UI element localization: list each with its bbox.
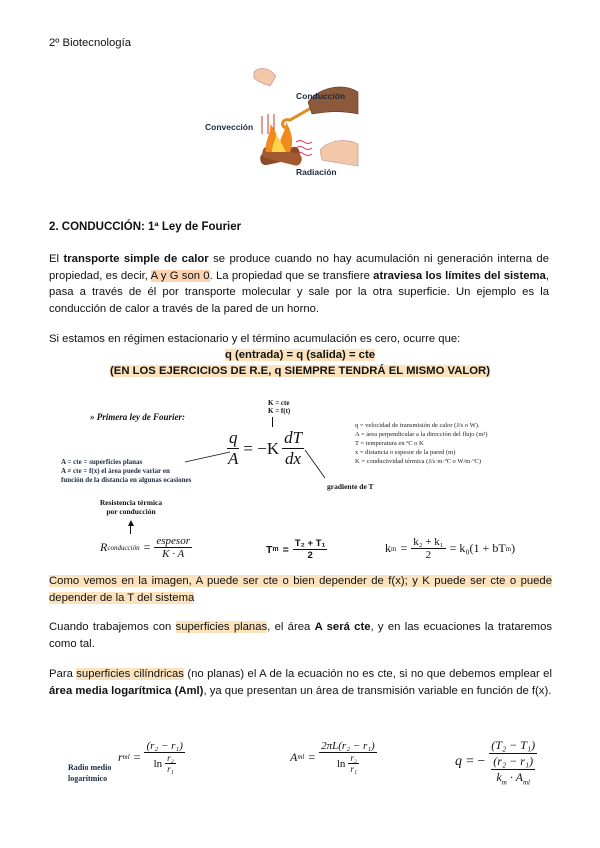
intro-paragraph — [49, 251, 549, 317]
q-result-var: q — [455, 754, 462, 770]
km-num: k₂ + k₁ — [413, 536, 444, 548]
figure-caption — [49, 573, 552, 606]
rml-sub: ml — [122, 753, 130, 761]
resistance-line-2: por conducción — [106, 507, 156, 516]
resistance-equation: R conducción = $\frac{\text{espesor}}{K \cdot A}$ — [100, 535, 190, 560]
text-run: , ya que presentan un área de transmisión variable en función de f(x). — [203, 684, 552, 697]
km-sym: k — [496, 770, 502, 784]
rml-var: r — [118, 749, 123, 764]
r1-var: r₁ — [167, 764, 174, 774]
gradient-label: gradiente de T — [327, 482, 374, 491]
radio-medio-label — [68, 762, 111, 784]
km-den: 2 — [425, 549, 432, 561]
r-den: K · A — [162, 548, 185, 560]
bold-run: A será cte — [314, 621, 371, 633]
hand-shape — [254, 69, 276, 86]
dt-var: dT — [284, 428, 303, 447]
r-sub: conducción — [107, 543, 140, 552]
text-run: Cuando trabajemos con — [49, 621, 176, 633]
text-run: , el área — [267, 621, 315, 633]
text-run: (no planas) el A de la ecuación no es cte, si no que debemos emplear el — [183, 668, 552, 680]
planas-paragraph — [49, 619, 552, 652]
stationary-note: (EN LOS EJERCICIOS DE R.E, q SIEMPRE TENDRÁ EL MISMO VALOR) — [110, 365, 490, 377]
resistance-arrow-line — [130, 526, 131, 534]
area-notes — [61, 458, 191, 485]
fourier-legend — [355, 421, 555, 466]
radio-line-1: Radio medio — [68, 763, 112, 772]
heat-transfer-illustration — [200, 64, 360, 184]
aml-den — [335, 753, 361, 774]
area-arrow — [185, 452, 230, 462]
highlight-run: superficies cilíndricas — [76, 668, 184, 680]
rml-equation: r ml = (r₂ − r₁) ln $\frac{\text{r₂}}{\text{r₁}}$ — [118, 740, 183, 774]
q-num: (T₂ − T₁) — [491, 738, 536, 752]
text-run: . La propiedad que se transfiere — [209, 269, 374, 282]
k-cte: K = cte — [268, 399, 290, 407]
radiation-waves — [296, 141, 312, 156]
rml-den — [152, 753, 178, 774]
km-equation: k m = $\frac{\text{k₂ + k₁}}{2}$ = k₀(1 + bT m ) — [385, 536, 516, 561]
tm-equation: T m = $\frac{\text{T₂ + T₁}}{2}$ — [266, 538, 326, 561]
rml-num: (r₂ − r₁) — [146, 740, 183, 752]
km-tail-end: ) — [511, 541, 516, 555]
tm-num: T₂ + T₁ — [294, 538, 326, 549]
km-tail: = k₀(1 + bT — [449, 541, 506, 555]
section-title: 2. CONDUCCIÓN: 1ª Ley de Fourier — [49, 221, 242, 233]
q-var: q — [228, 428, 238, 447]
km-fraction — [411, 536, 445, 561]
aml-var: A — [290, 749, 298, 764]
r-ratio — [165, 753, 176, 774]
highlight-run: superficies planas — [175, 621, 268, 633]
legend-item: T = temperatura en ºC o K — [355, 440, 424, 447]
resistance-line-1: Resistencia térmica — [99, 498, 163, 507]
aml-sub: ml — [297, 753, 305, 761]
q-den — [489, 754, 537, 786]
rml-fraction — [144, 740, 184, 774]
a-cte-note: A = cte = superficies planas — [61, 458, 143, 466]
tm-den: 2 — [307, 550, 313, 561]
aml-fraction — [319, 740, 377, 774]
fourier-title: » Primera ley de Fourier: — [90, 412, 185, 422]
dot-a: · A — [506, 770, 523, 784]
tm-sub: m — [272, 546, 279, 553]
minus-k: = −K — [243, 438, 280, 458]
aml-num: 2πL(r₂ − r₁) — [321, 740, 375, 752]
resistance-fraction — [154, 535, 192, 560]
hand-shape — [320, 141, 358, 166]
course-header: 2º Biotecnología — [49, 37, 132, 49]
bold-run: área media logarítmica (Aml) — [49, 684, 204, 697]
resistance-label — [92, 498, 170, 516]
aml-equation: A ml = 2πL(r₂ − r₁) ln $\frac{\text{r₂}}{\text{r₁}}$ — [290, 740, 375, 774]
tm-var: T — [266, 543, 273, 556]
bold-run: transporte simple de calor — [63, 253, 209, 265]
km-var: k — [385, 541, 391, 555]
stationary-equation: q (entrada) = q (salida) = cte — [224, 349, 376, 361]
q-den-num: (r₂ − r₁) — [493, 754, 534, 768]
km-tail-sub: m — [505, 544, 512, 553]
q-equation: q = − (T₂ − T₁) (r₂ − r₁) $k_m \cdot A_{ml}$ — [455, 738, 536, 787]
a-fx-note-2: función de la distancia en algunas ocasiones — [61, 476, 192, 484]
ln-op: ln — [153, 757, 163, 770]
r-ratio — [348, 753, 359, 774]
k-notes — [268, 399, 290, 415]
legend-item: K = conductividad térmica (J/s·m·ºC o W/m·ºC) — [355, 458, 481, 465]
text-run: , pasa a través de él por transporte molecular y sale por la otra superficie. Un ejemplo es la conducción de calor a través de la pared de un horno. — [49, 269, 549, 315]
caption-text: Como vemos en la imagen, A puede ser cte o bien depender de f(x); y K puede ser cte o puede depender de la T del sistema — [49, 575, 552, 604]
q-den-den — [496, 770, 530, 786]
q-fraction — [489, 738, 537, 786]
r-num: espesor — [156, 535, 190, 547]
km-sub: m — [391, 544, 397, 553]
r2-var: r₂ — [350, 753, 358, 763]
label-radiacion: Radiación — [296, 167, 337, 177]
text-run: se produce cuando no hay acumulación ni generación interna de propiedad, es decir, — [49, 253, 549, 282]
stationary-equation-block — [0, 347, 600, 379]
fourier-arrows — [180, 440, 330, 500]
r2-var: r₂ — [167, 753, 174, 763]
text-run: Para — [49, 668, 77, 680]
label-conveccion: Convección — [205, 122, 254, 132]
a-fx-note: A ≠ cte = f(x) el área puede variar en — [61, 467, 170, 475]
radio-line-2: logarítmico — [68, 774, 108, 783]
dx-var: dx — [285, 449, 302, 468]
legend-item: x = distancia o espesor de la pared (m) — [355, 449, 456, 456]
text-run: , y en las ecuaciones la trataremos como tal. — [49, 621, 552, 650]
k-arrow — [272, 417, 273, 427]
stationary-text: Si estamos en régimen estacionario y el término acumulación es cero, ocurre que: — [49, 333, 461, 345]
text-run: El — [49, 253, 64, 265]
cilindricas-paragraph — [49, 666, 552, 699]
aml-sym-sub: ml — [522, 778, 530, 787]
k-ft: K = f(t) — [268, 407, 291, 415]
km-sym-sub: m — [501, 778, 507, 787]
highlight-run: A y G son 0 — [150, 269, 210, 282]
legend-item: q = velocidad de transmisión de calor (J/s o W). — [355, 422, 480, 429]
label-conduccion: Conducción — [296, 91, 346, 101]
a-var: A — [228, 449, 239, 468]
tm-fraction — [293, 538, 328, 561]
ln-op: ln — [336, 757, 346, 770]
r-var: R — [100, 540, 108, 554]
gradient-arrow — [305, 450, 325, 478]
bold-run: atraviesa los límites del sistema — [373, 269, 546, 282]
r1-var: r₁ — [350, 764, 358, 774]
resistance-arrow-head — [128, 520, 134, 526]
legend-item: A = área perpendicular a la dirección del flujo (m²) — [355, 431, 488, 438]
